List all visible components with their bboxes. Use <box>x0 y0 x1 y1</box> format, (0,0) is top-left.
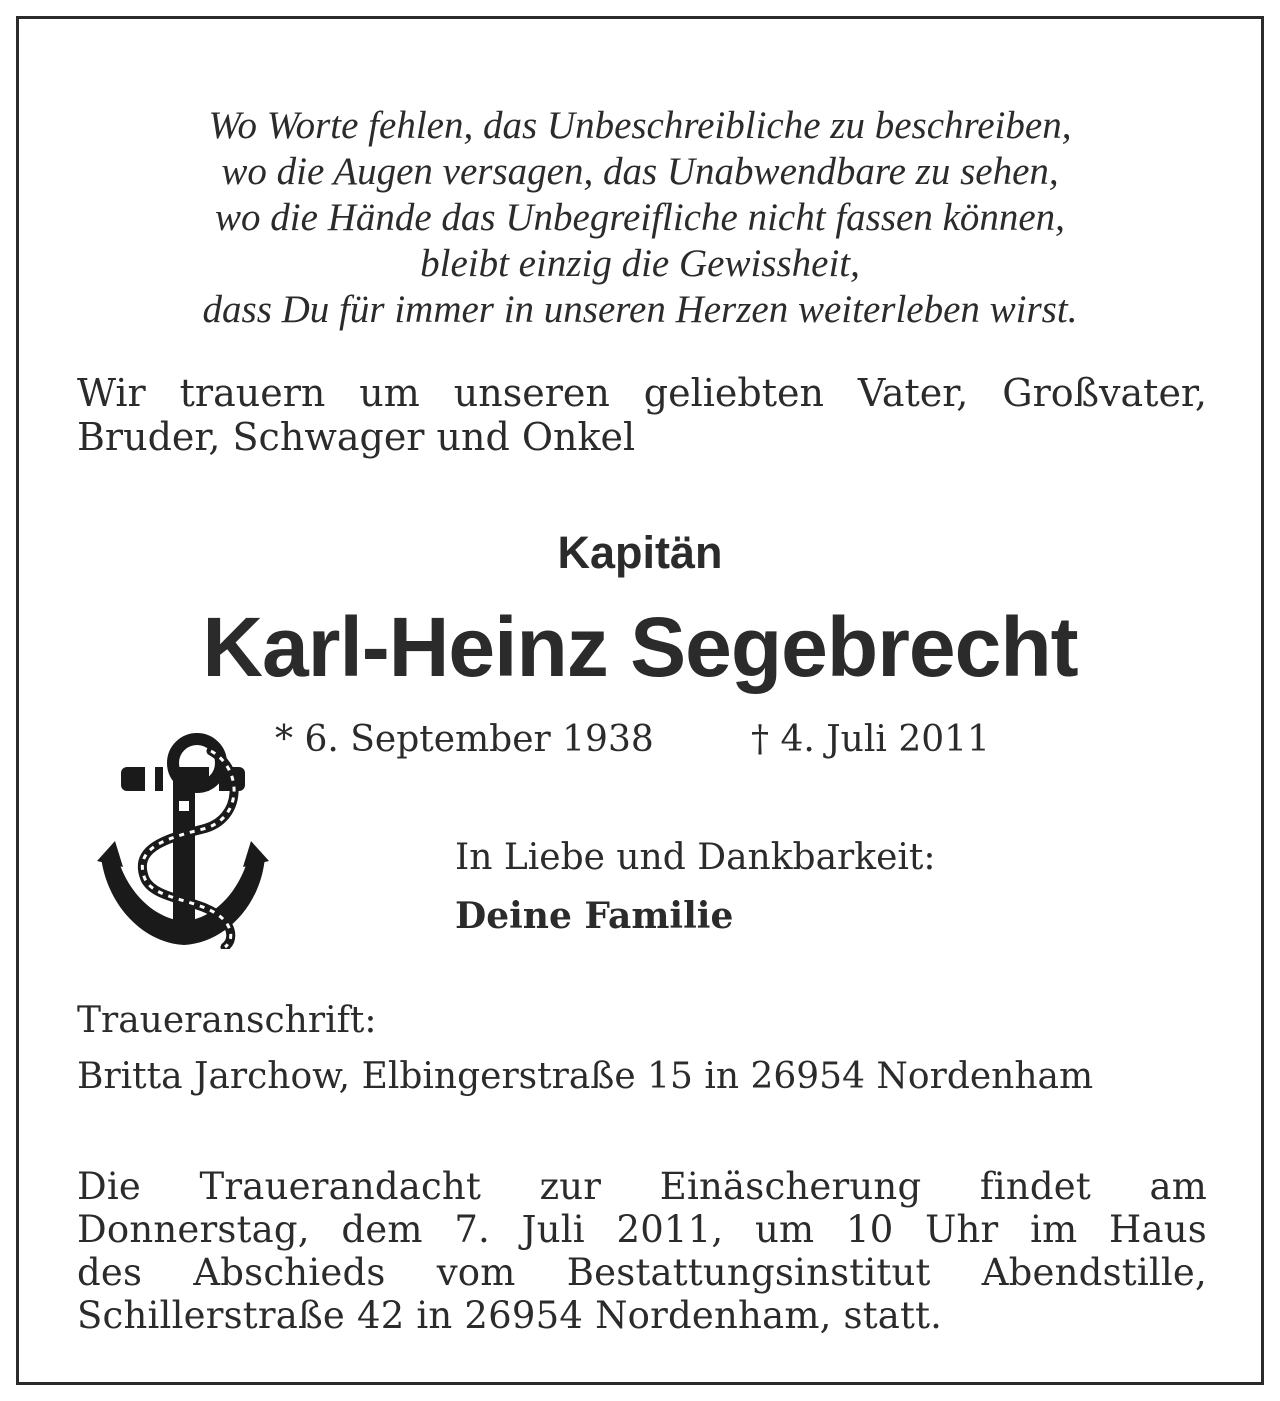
anchor-icon <box>93 729 273 949</box>
obituary-frame <box>16 16 1264 1385</box>
verse-line: Wo Worte fehlen, das Unbeschreibliche zu beschreiben, <box>208 104 1072 147</box>
closing-line: In Liebe und Dankbarkeit: <box>455 837 936 878</box>
verse-line: wo die Hände das Unbegreifliche nicht fassen können, <box>215 196 1065 239</box>
death-date: † 4. Juli 2011 <box>751 719 990 760</box>
notice-line: Donnerstag, dem 7. Juli 2011, um 10 Uhr im Haus <box>77 1208 1207 1251</box>
birth-date: * 6. September 1938 <box>275 719 654 760</box>
deceased-title: Kapitän <box>557 527 723 578</box>
mourning-intro <box>77 371 1207 459</box>
ceremony-notice <box>77 1165 1207 1337</box>
intro-line: Wir trauern um unseren geliebten Vater, Großvater, <box>77 371 1207 415</box>
mourning-address: Britta Jarchow, Elbingerstraße 15 in 26954 Nordenham <box>77 1056 1094 1097</box>
deceased-name: Karl-Heinz Segebrecht <box>202 600 1078 694</box>
family-signature: Deine Familie <box>455 895 734 937</box>
verse-line: bleibt einzig die Gewissheit, <box>420 242 860 285</box>
verse-line: wo die Augen versagen, das Unabwendbare zu sehen, <box>221 150 1059 193</box>
closing-block <box>455 829 936 945</box>
memorial-verse <box>19 103 1261 333</box>
notice-line: des Abschieds vom Bestattungsinstitut Abendstille, <box>77 1251 1207 1294</box>
notice-line: Die Trauerandacht zur Einäscherung findet am <box>77 1165 1207 1208</box>
notice-line: Schillerstraße 42 in 26954 Nordenham, statt. <box>77 1294 943 1337</box>
address-label: Traueranschrift: <box>77 1000 377 1041</box>
intro-line: Bruder, Schwager und Onkel <box>77 415 636 459</box>
verse-line: dass Du für immer in unseren Herzen weiterleben wirst. <box>202 288 1078 331</box>
